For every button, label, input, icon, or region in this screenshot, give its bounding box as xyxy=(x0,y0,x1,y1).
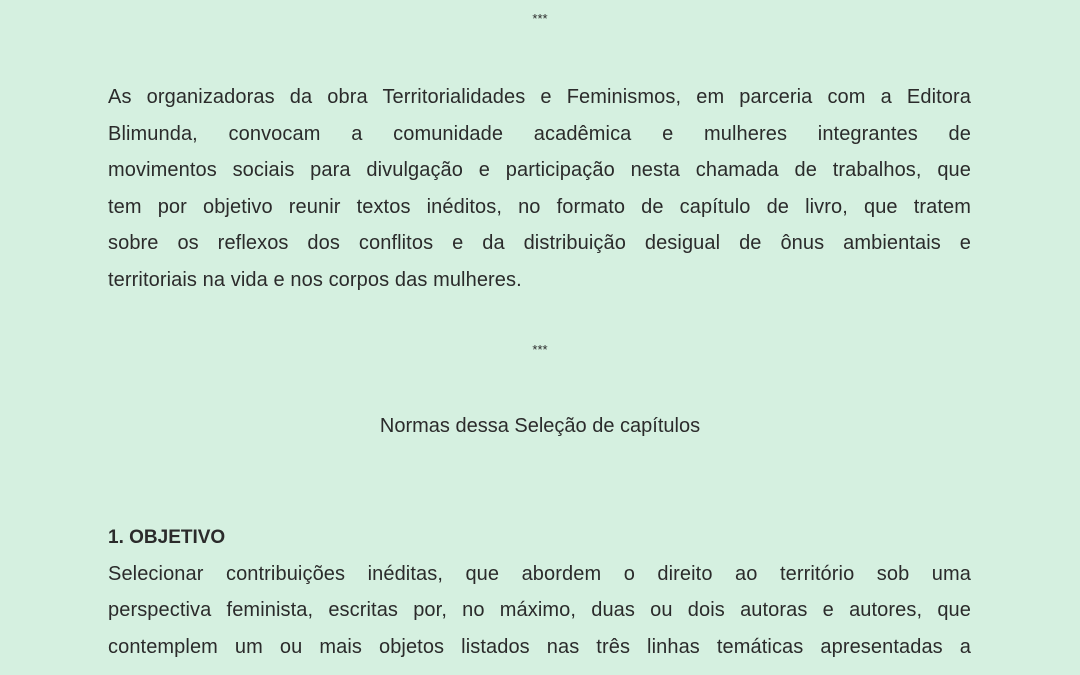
objective-line: contemplem um ou mais objetos listados nas três linhas temáticas apresentadas a xyxy=(108,635,971,658)
intro-line: sobre os reflexos dos conflitos e da distribuição desigual de ônus ambientais e xyxy=(108,232,971,255)
intro-paragraph xyxy=(108,79,971,299)
objective-paragraph xyxy=(108,556,971,665)
intro-line: tem por objetivo reunir textos inéditos, no formato de capítulo de livro, que tratem xyxy=(108,195,971,218)
intro-line: As organizadoras da obra Territorialidades e Feminismos, em parceria com a Editora xyxy=(108,86,971,108)
section-heading: Normas dessa Seleção de capítulos xyxy=(379,415,701,437)
objective-line: Selecionar contribuições inéditas, que abordem o direito ao território sob uma xyxy=(108,563,971,585)
intro-line: Blimunda, convocam a comunidade acadêmica e mulheres integrantes de xyxy=(108,122,971,145)
objective-title: 1. OBJETIVO xyxy=(108,527,226,548)
intro-line: territoriais na vida e nos corpos das mulheres. xyxy=(108,268,522,291)
separator-middle: *** xyxy=(532,342,548,357)
intro-line: movimentos sociais para divulgação e participação nesta chamada de trabalhos, que xyxy=(108,159,971,182)
objective-line: perspectiva feminista, escritas por, no máximo, duas ou dois autoras e autores, que xyxy=(108,599,971,622)
separator-top: *** xyxy=(532,11,548,26)
